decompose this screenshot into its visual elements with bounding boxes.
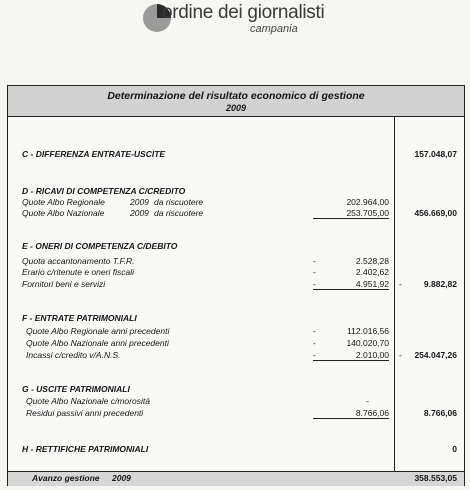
section-f-heading: F - ENTRATE PATRIMONIALI bbox=[22, 313, 137, 323]
d-row-amount: 202.964,00 bbox=[346, 197, 389, 207]
e-subtotal-underline bbox=[313, 289, 389, 290]
g-row-label: Residui passivi anni precedenti bbox=[26, 408, 144, 418]
logo-title: ordine dei giornalisti bbox=[162, 2, 325, 23]
result-year: 2009 bbox=[112, 473, 131, 483]
d-subtotal-underline bbox=[313, 218, 389, 219]
section-g-total: 8.766,06 bbox=[423, 408, 457, 418]
f-row-amount: 112.016,56 bbox=[347, 326, 389, 336]
e-row-sign: - bbox=[313, 279, 316, 289]
e-row-sign: - bbox=[313, 256, 316, 266]
section-d-heading: D - RICAVI DI COMPETENZA C/CREDITO bbox=[22, 186, 186, 196]
f-row-sign: - bbox=[313, 338, 316, 348]
logo-subtitle: campania bbox=[250, 23, 298, 35]
g-row-amount: 8.766,06 bbox=[355, 408, 389, 418]
f-total-sign: - bbox=[399, 350, 402, 360]
section-e-total: 9.882,82 bbox=[423, 279, 457, 289]
section-c-heading: C - DIFFERENZA ENTRATE-USCITE bbox=[22, 149, 166, 159]
result-total: 358.553,05 bbox=[414, 473, 457, 483]
section-f-total: 254.047,26 bbox=[414, 350, 457, 360]
e-row-label: Fornitori beni e servizi bbox=[22, 279, 106, 289]
section-h-heading: H - RETTIFICHE PATRIMONIALI bbox=[22, 444, 149, 454]
section-d-total: 456.669,00 bbox=[414, 208, 457, 218]
organization-logo bbox=[142, 3, 342, 37]
report-title: Determinazione del risultato economico di gestione bbox=[107, 90, 365, 102]
section-g-heading: G - USCITE PATRIMONIALI bbox=[22, 384, 130, 394]
d-row-label: Quote Albo Regionale bbox=[22, 197, 105, 207]
e-row-label: Erario c/ritenute e oneri fiscali bbox=[22, 267, 134, 277]
f-row-label: Quote Albo Regionale anni precedenti bbox=[26, 326, 170, 336]
e-row-label: Quota accantonamento T.F.R. bbox=[22, 256, 135, 266]
f-row-amount: 2.010,00 bbox=[355, 350, 389, 360]
result-label: Avanzo gestione bbox=[32, 473, 100, 483]
f-row-sign: - bbox=[313, 326, 316, 336]
e-row-amount: 2.528,28 bbox=[355, 256, 389, 266]
e-total-sign: - bbox=[399, 279, 402, 289]
table-title-band bbox=[8, 86, 464, 117]
d-row-year: 2009 bbox=[130, 208, 149, 218]
g-subtotal-underline bbox=[313, 418, 389, 419]
f-subtotal-underline bbox=[313, 360, 389, 361]
f-row-sign: - bbox=[313, 350, 316, 360]
e-row-amount: 2.402,62 bbox=[355, 267, 389, 277]
section-c-total: 157.048,07 bbox=[414, 149, 457, 159]
g-row-amount: - bbox=[366, 396, 369, 406]
f-row-label: Incassi c/credito v/A.N.S. bbox=[26, 350, 121, 360]
e-row-sign: - bbox=[313, 267, 316, 277]
f-row-label: Quote Albo Nazionale anni precedenti bbox=[26, 338, 169, 348]
g-row-label: Quote Albo Nazionale c/morosità bbox=[26, 396, 150, 406]
d-row-label: Quote Albo Nazionale bbox=[22, 208, 105, 218]
report-year: 2009 bbox=[225, 103, 247, 113]
financial-statement-table bbox=[7, 85, 465, 486]
section-h-total: 0 bbox=[452, 444, 457, 454]
d-row-year: 2009 bbox=[130, 197, 149, 207]
d-row-note: da riscuotere bbox=[154, 197, 204, 207]
d-row-note: da riscuotere bbox=[154, 208, 204, 218]
section-e-heading: E - ONERI DI COMPETENZA C/DEBITO bbox=[22, 241, 178, 251]
e-row-amount: 4.951,92 bbox=[355, 279, 389, 289]
total-column-divider bbox=[394, 116, 395, 485]
d-row-amount: 253.705,00 bbox=[346, 208, 389, 218]
f-row-amount: 140.020,70 bbox=[346, 338, 389, 348]
